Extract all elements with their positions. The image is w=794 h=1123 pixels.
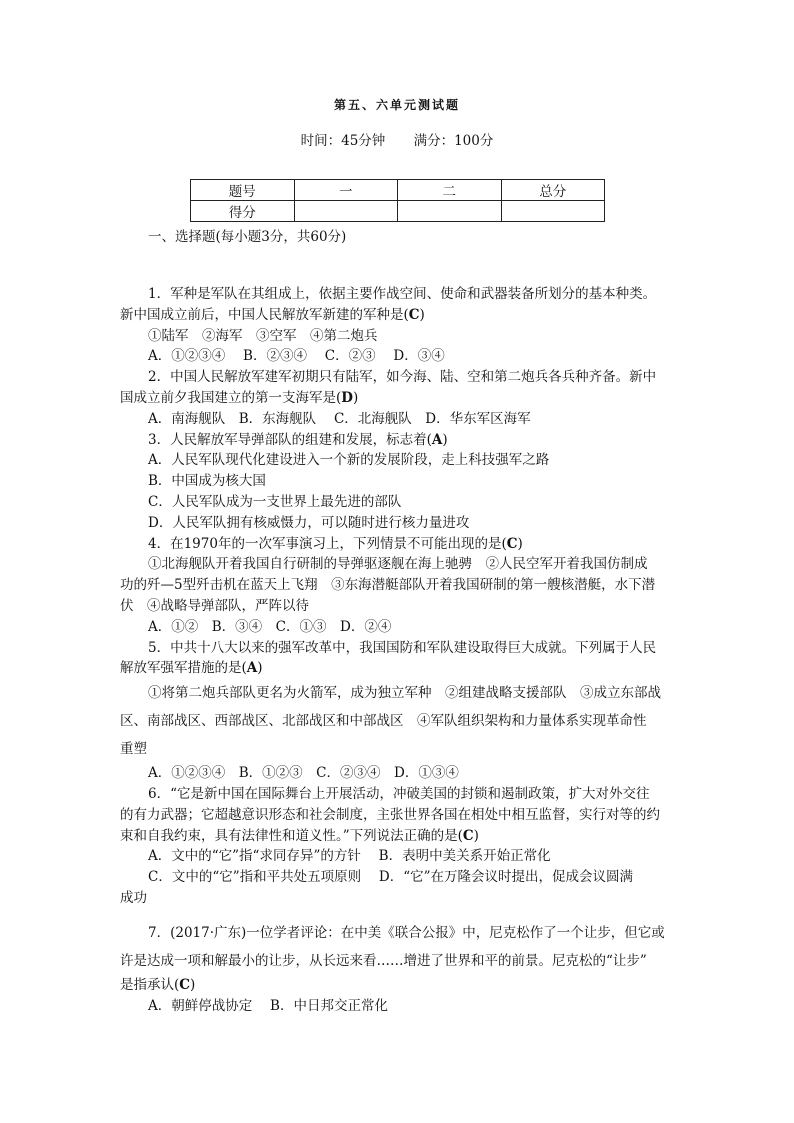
question-line: ①将第二炮兵部队更名为火箭军，成为独立军种 ②组建战略支援部队 ③成立东部战 [148,685,661,702]
question-line: 许是达成一项和解最小的让步，从长远来看……增进了世界和平的前景。尼克松的“让步” [120,952,647,969]
question-line: 是指承认(C) [120,976,196,993]
question-line: 1．军种是军队在其组成上，依据主要作战空间、使命和武器装备所划分的基本种类。 [148,286,657,302]
question-line: B．中国成为核大国 [148,473,266,490]
question-line: A．朝鲜停战协定 B．中日邦交正常化 [148,997,388,1014]
score-table-cell: 总分 [501,180,605,201]
score-table-input-cell[interactable] [294,201,398,222]
answer-letter: C [408,306,420,323]
question-line: A．人民军队现代化建设进入一个新的发展阶段，走上科技强军之路 [148,452,550,469]
question-line: A．文中的“它”指“求同存异”的方针 B．表明中美关系开始正常化 [148,848,551,865]
question-line: 4．在1970年的一次军事演习上，下列情景不可能出现的是(C) [148,535,523,552]
answer-letter: C [179,976,191,993]
question-2 [120,367,673,429]
question-line: A．①②③④ B．②③④ C．②③ D．③④ [148,348,445,365]
exam-time: 时间：45分钟 [300,133,386,149]
section-heading: 一、选择题(每小题3分，共60分) [148,229,347,245]
exam-full-score: 满分：100分 [413,133,494,149]
question-line: 国成立前夕我国建立的第一支海军是(D) [120,389,359,406]
question-line: C．文中的“它”指和平共处五项原则 D．“它”在万隆会议时提出，促成会议圆满 [148,869,634,886]
exam-meta [0,129,794,149]
question-line: 区、南部战区、西部战区、北部战区和中部战区 ④军队组织架构和力量体系实现革命性 [120,713,647,730]
question-1 [120,284,673,367]
score-table-header-row [191,180,605,201]
question-line: 新中国成立前后，中国人民解放军新建的军种是(C) [120,306,425,323]
score-table-input-cell[interactable] [501,201,605,222]
question-line: 3．人民解放军导弹部队的组建和发展，标志着(A) [148,431,448,448]
score-table-cell: 一 [294,180,398,201]
question-line: 解放军强军措施的是(A) [120,660,263,677]
question-line: ①北海舰队开着我国自行研制的导弹驱逐舰在海上驰骋 ②人民空军开着我国仿制成 [148,556,648,573]
score-table-cell: 题号 [191,180,295,201]
question-line: 5．中共十八大以来的强军改革中，我国国防和军队建设取得巨大成就。下列属于人民 [148,639,657,656]
question-line: A．①② B．③④ C．①③ D．②④ [148,618,392,635]
score-table-input-cell[interactable] [398,201,502,222]
question-line: 6．“它是新中国在国际舞台上开展活动，冲破美国的封锁和遏制政策，扩大对外交往 [148,785,650,802]
question-line: 伏 ④战略导弹部队，严阵以待 [120,597,309,614]
question-line: D．人民军队拥有核威慑力，可以随时进行核力量进攻 [148,514,470,531]
question-line: 成功 [120,889,147,906]
question-line: 重塑 [120,741,147,758]
question-line: 束和自我约束，具有法律性和道义性。”下列说法正确的是(C) [120,827,479,844]
answer-letter: D [341,389,353,406]
question-line: 2．中国人民解放军建军初期只有陆军，如今海、陆、空和第二炮兵各兵种齐备。新中 [148,369,657,386]
page-title: 第五、六单元测试题 [333,98,460,112]
question-6 [120,784,673,909]
question-line: 7．(2017·广东)一位学者评论：在中美《联合公报》中，尼克松作了一个让步，但它或 [148,924,665,941]
question-line: A．南海舰队 B．东海舰队 C．北海舰队 D．华东军区海军 [148,410,531,427]
score-table-cell: 得分 [191,201,295,222]
answer-letter: A [246,660,258,677]
question-7 [120,919,673,1017]
score-table-cell: 二 [398,180,502,201]
score-table-score-row [191,201,605,222]
question-3 [148,430,673,534]
answer-letter: C [506,535,518,552]
question-5 [120,638,673,784]
question-line: 功的歼—5型歼击机在蓝天上飞翔 ③东海潜艇部队开着我国研制的第一艘核潜艇，水下潜 [120,577,656,594]
question-4 [120,534,673,638]
answer-letter: C [462,827,474,844]
question-line: ①陆军 ②海军 ③空军 ④第二炮兵 [148,327,378,344]
question-list [120,284,673,1016]
answer-letter: A [431,431,443,448]
score-table [190,179,605,222]
question-line: 的有力武器；它超越意识形态和社会制度，主张世界各国在相处中相互监督，实行对等的约 [120,806,660,823]
question-line: A．①②③④ B．①②③ C．②③④ D．①③④ [148,765,459,782]
question-line: C．人民军队成为一支世界上最先进的部队 [148,493,402,510]
